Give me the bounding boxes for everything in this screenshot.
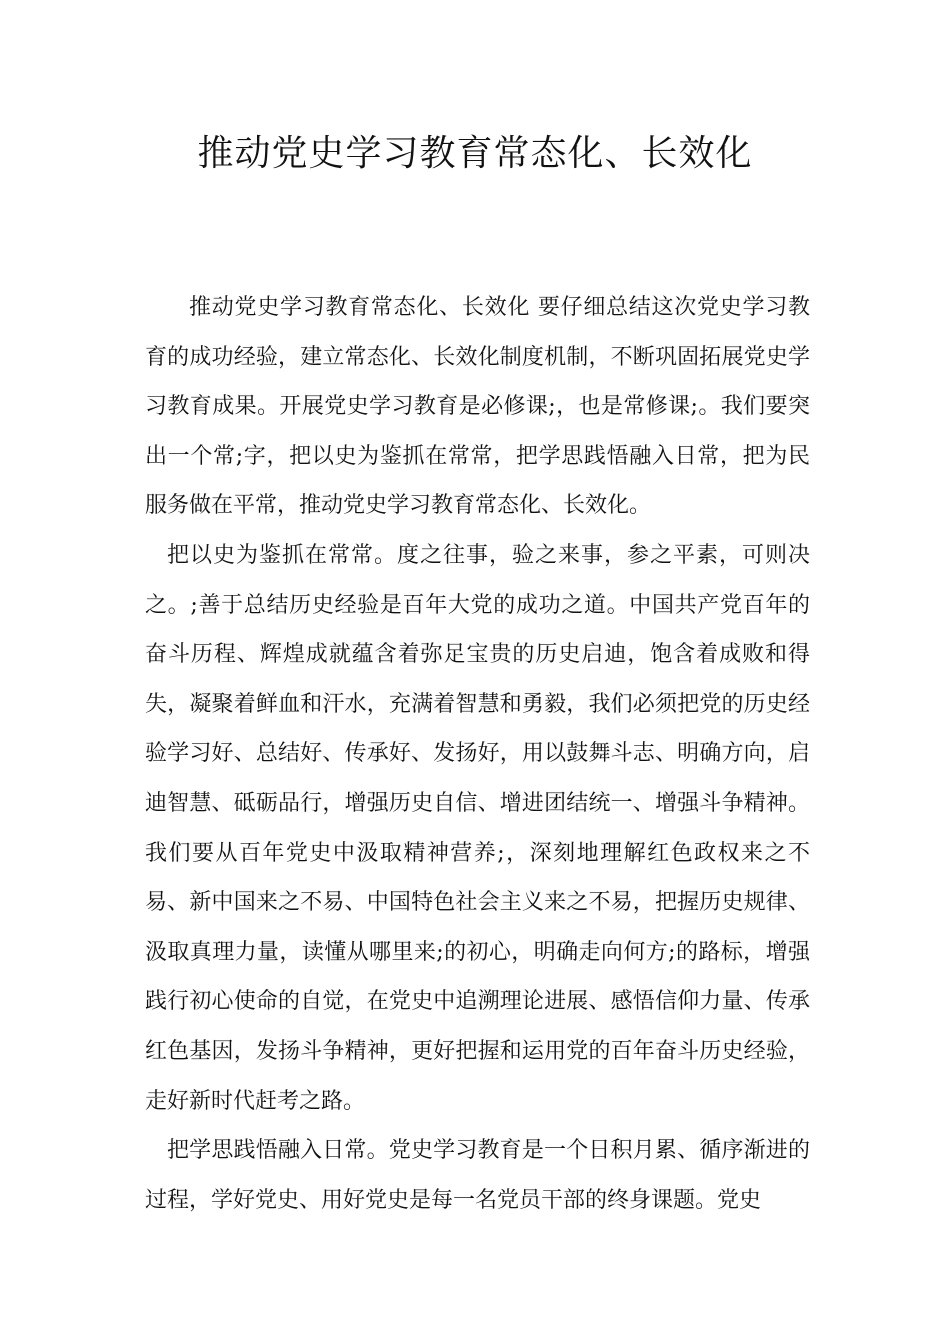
document-title: 推动党史学习教育常态化、长效化	[197, 133, 753, 174]
paragraph-history-lessons: 把以史为鉴抓在常常。度之往事，验之来事，参之平素，可则决之。;善于总结历史经验是百年大党的成功之道。中国共产党百年的奋斗历程、辉煌成就蕴含着弥足宝贵的历史启迪，饱含着成败和得失，凝聚着鲜血和汗水，充满着智慧和勇毅，我们必须把党的历史经验学习好、总结好、传承好、发扬好，用以鼓舞斗志、明确方向，启迪智慧、砥砺品行，增强历史自信、增进团结统一、增强斗争精神。我们要从百年党史中汲取精神营养;，深刻地理解红色政权来之不易、新中国来之不易、中国特色社会主义来之不易，把握历史规律、汲取真理力量，读懂从哪里来;的初心，明确走向何方;的路标，增强践行初心使命的自觉，在党史中追溯理论进展、感悟信仰力量、传承红色基因，发扬斗争精神，更好把握和运用党的百年奋斗历史经验，走好新时代赶考之路。	[145, 542, 810, 1114]
document-body	[145, 283, 810, 1225]
paragraph-intro: 推动党史学习教育常态化、长效化 要仔细总结这次党史学习教育的成功经验，建立常态化、长效化制度机制，不断巩固拓展党史学习教育成果。开展党史学习教育是必修课;，也是常修课;。我们要突出一个常;字，把以史为鉴抓在常常，把学思践悟融入日常，把为民服务做在平常，推动党史学习教育常态化、长效化。	[145, 295, 810, 519]
paragraph-daily-practice: 把学思践悟融入日常。党史学习教育是一个日积月累、循序渐进的过程，学好党史、用好党史是每一名党员干部的终身课题。党史	[145, 1138, 810, 1213]
